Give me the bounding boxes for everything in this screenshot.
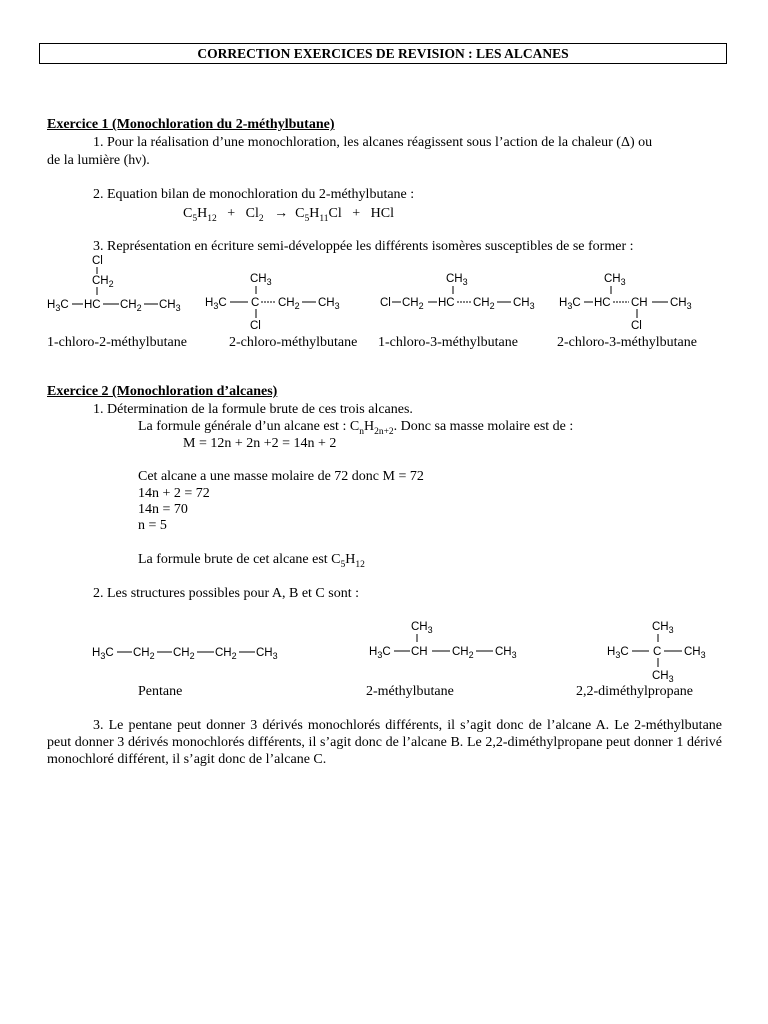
svg-text:CH3: $CH_3$ (513, 297, 535, 311)
svg-text:C: C (251, 297, 260, 309)
svg-text:CH2: $CH_2$ (215, 647, 237, 661)
svg-text:CH2: $CH_2$ (133, 647, 155, 661)
svg-text:CH2: $CH_2$ (173, 647, 195, 661)
svg-text:CH: CH (631, 297, 648, 309)
svg-text:CH2: $CH_2$ (473, 297, 495, 311)
svg-text:H3C: $H_3C$ (92, 647, 114, 661)
svg-text:Cl: Cl (92, 255, 103, 267)
svg-text:CH3: $CH_3$ (652, 670, 674, 684)
2-methylbutane-structure (369, 621, 517, 660)
svg-text:CH3: $CH_3$ (684, 646, 706, 660)
svg-text:HC: HC (84, 299, 101, 311)
ex1-q2: 2. Equation bilan de monochloration du 2-méthylbutane : (93, 187, 415, 202)
exercise2-heading: Exercice 2 (Monochloration d’alcanes) (47, 384, 278, 399)
pentane-structure (92, 647, 278, 661)
svg-text:Cl: Cl (631, 320, 642, 332)
svg-text:CH3: $CH_3$ (411, 621, 433, 635)
svg-text:H3C: $H_3C$ (607, 646, 629, 660)
isomer-name-3: 1-chloro-3-méthylbutane (378, 335, 518, 350)
svg-text:CH3: $CH_3$ (604, 273, 626, 287)
general-formula-line: La formule générale d’un alcane est : $C_nH_{2n+2}$. Donc sa masse molaire est de : (138, 419, 574, 437)
svg-text:H3C: $H_3C$ (369, 646, 391, 660)
ex1-q1-line2: de la lumière (hν). (47, 153, 150, 168)
equation-step-2: 14n = 70 (138, 502, 188, 517)
mass-72-line: Cet alcane a une masse molaire de 72 donc M = 72 (138, 469, 424, 484)
document-title: CORRECTION EXERCICES DE REVISION : LES ALCANES (39, 43, 727, 64)
exercise1-heading: Exercice 1 (Monochloration du 2-méthylbutane) (47, 117, 335, 132)
svg-text:HC: HC (438, 297, 455, 309)
svg-text:CH: CH (411, 646, 428, 658)
svg-text:CH3: $CH_3$ (256, 647, 278, 661)
svg-text:CH2: $CH_2$ (92, 275, 114, 289)
svg-text:CH3: $CH_3$ (495, 646, 517, 660)
svg-text:CH2: $CH_2$ (120, 299, 142, 313)
isomer-name-4: 2-chloro-3-méthylbutane (557, 335, 697, 350)
svg-text:CH3: $CH_3$ (250, 273, 272, 287)
ex1-q3: 3. Représentation en écriture semi-développée les différents isomères susceptibles de se former : (93, 239, 634, 254)
ex2-q1: 1. Détermination de la formule brute de ces trois alcanes. (93, 402, 413, 417)
reaction-equation: $C_5H_{12}$ + $Cl_2$ → $C_5H_{11}Cl$ + HCl (183, 206, 394, 224)
svg-text:Cl: Cl (380, 297, 391, 309)
molar-mass-equation: M = 12n + 2n +2 = 14n + 2 (183, 436, 337, 451)
ex1-q1-line1: 1. Pour la réalisation d’une monochloration, les alcanes réagissent sous l’action de la chaleur (Δ) ou (93, 135, 653, 150)
ex2-q3-paragraph: 3. Le pentane peut donner 3 dérivés monochlorés différents, il s’agit donc de l’alcane A. Le 2-méthylbutane peut donner 3 dérivés monochlorés différents, il s’agit donc de l’alcane B. Le 2,2-diméthylpropane peut donner 1 dérivé monochloré différent, il s’agit donc de l’alcane C. (47, 718, 722, 767)
equation-step-3: n = 5 (138, 518, 167, 533)
brute-formula-line: La formule brute de cet alcane est $C_5H_{12}$ (138, 552, 365, 570)
svg-text:H3C: $H_3C$ (47, 299, 69, 313)
alkane-name-pentane: Pentane (138, 684, 183, 699)
isomer-name-1: 1-chloro-2-méthylbutane (47, 335, 187, 350)
svg-text:CH2: $CH_2$ (452, 646, 474, 660)
svg-text:C: C (653, 646, 662, 658)
isomer-name-2: 2-chloro-méthylbutane (229, 335, 358, 350)
svg-text:H3C: $H_3C$ (205, 297, 227, 311)
svg-text:CH3: $CH_3$ (318, 297, 340, 311)
svg-text:CH2: $CH_2$ (402, 297, 424, 311)
equation-step-1: 14n + 2 = 72 (138, 486, 210, 501)
svg-text:Cl: Cl (250, 320, 261, 332)
svg-text:CH2: $CH_2$ (278, 297, 300, 311)
ex2-q2: 2. Les structures possibles pour A, B et C sont : (93, 586, 359, 601)
alkane-name-2-2-dimethylpropane: 2,2-diméthylpropane (576, 684, 694, 699)
2-2-dimethylpropane-structure (607, 621, 706, 684)
svg-text:CH3: $CH_3$ (446, 273, 468, 287)
svg-text:HC: HC (594, 297, 611, 309)
svg-text:CH3: $CH_3$ (670, 297, 692, 311)
svg-text:H3C: $H_3C$ (559, 297, 581, 311)
alkane-name-2-methylbutane: 2-méthylbutane (366, 684, 454, 699)
svg-text:CH3: $CH_3$ (159, 299, 181, 313)
svg-text:CH3: $CH_3$ (652, 621, 674, 635)
